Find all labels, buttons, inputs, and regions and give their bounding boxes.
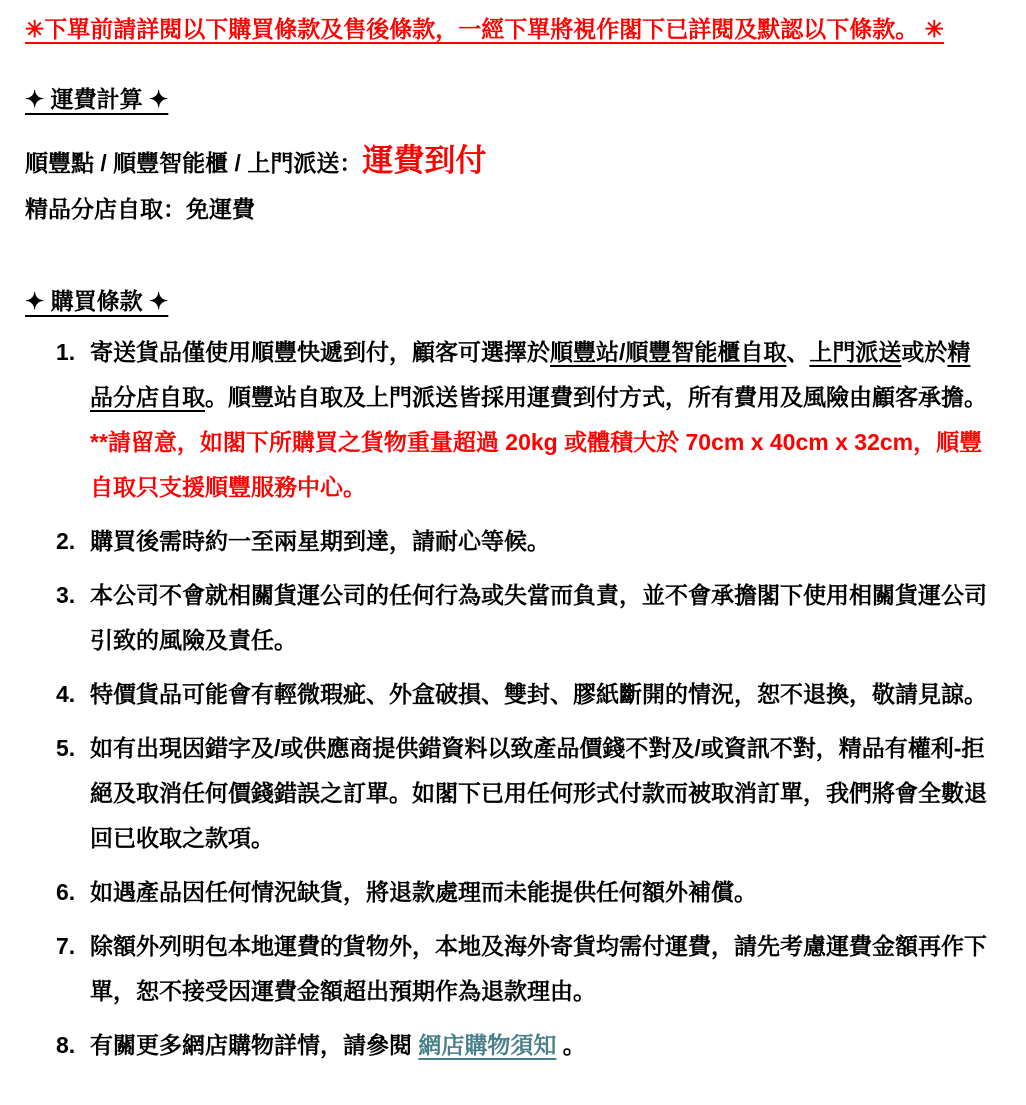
term-item-delivery-time: 購買後需時約一至兩星期到達，請耐心等候。: [90, 528, 550, 554]
term1-door-delivery: 上門派送: [809, 339, 902, 365]
sf-delivery-label: 順豐點 / 順豐智能櫃 / 上門派送：: [25, 150, 363, 176]
term-item-courier-liability: 本公司不會就相關貨運公司的任何行為或失當而負責，並不會承擔閣下使用相關貨運公司引致的風險及責任。: [90, 582, 987, 653]
terms-list: [25, 330, 988, 1068]
term-item-shipping-fee-required: 除額外列明包本地運費的貨物外，本地及海外寄貨均需付運費，請先考慮運費金額再作下單，恕不接受因運費金額超出預期作為退款理由。: [90, 933, 987, 1004]
sf-delivery-line: [25, 141, 988, 183]
term-item-more-info: 有關更多網店購物詳情，請參閱 網店購物須知 。: [90, 1032, 586, 1058]
term1-text: 寄送貨品僅使用順豐快遞到付，顧客可選擇於: [90, 339, 550, 365]
shipping-fee-heading: ✦ 運費計算 ✦: [25, 86, 169, 112]
term-item-sale-goods-condition: 特價貨品可能會有輕微瑕疵、外盒破損、雙封、膠紙斷開的情況，恕不退換，敬請見諒。: [90, 681, 987, 707]
store-pickup-line: [25, 194, 988, 224]
term1-store-pickup: 精品分店自取: [90, 339, 971, 410]
pre-order-notice-banner: ✳下單前請詳閱以下購買條款及售後條款，一經下單將視作閣下已詳閱及默認以下條款。 ✳: [25, 16, 944, 42]
term-item-delivery-options: 寄送貨品僅使用順豐快遞到付，顧客可選擇於順豐站/順豐智能櫃自取、上門派送或於精品分店自取。順豐站自取及上門派送皆採用運費到付方式，所有費用及風險由顧客承擔。 **請留意，如閣下所購買之貨物重量超過 20kg 或體積大於 70cm x 40cm x 32cm，順豐自取只支援順豐服務中心。: [90, 330, 988, 510]
store-shopping-guide-link[interactable]: 網店購物須知: [418, 1032, 557, 1058]
free-shipping-value: 免運費: [186, 196, 255, 222]
store-pickup-label: 精品分店自取：: [25, 196, 186, 222]
term1-sf-station-pickup: 順豐站/順豐智能櫃自取: [550, 339, 787, 365]
weight-size-limit-note: **請留意，如閣下所購買之貨物重量超過 20kg 或體積大於 70cm x 40cm x 32cm，順豐自取只支援順豐服務中心。: [90, 429, 983, 500]
term-item-price-error: 如有出現因錯字及/或供應商提供錯資料以致產品價錢不對及/或資訊不對，精品有權利-拒絕及取消任何價錢錯誤之訂單。如閣下已用任何形式付款而被取消訂單，我們將會全數退回已收取之款項。: [90, 735, 987, 851]
term-item-out-of-stock: 如遇產品因任何情況缺貨，將退款處理而未能提供任何額外補償。: [90, 879, 757, 905]
freight-collect-value: 運費到付: [362, 143, 487, 178]
purchase-terms-heading: ✦ 購買條款 ✦: [25, 288, 169, 314]
